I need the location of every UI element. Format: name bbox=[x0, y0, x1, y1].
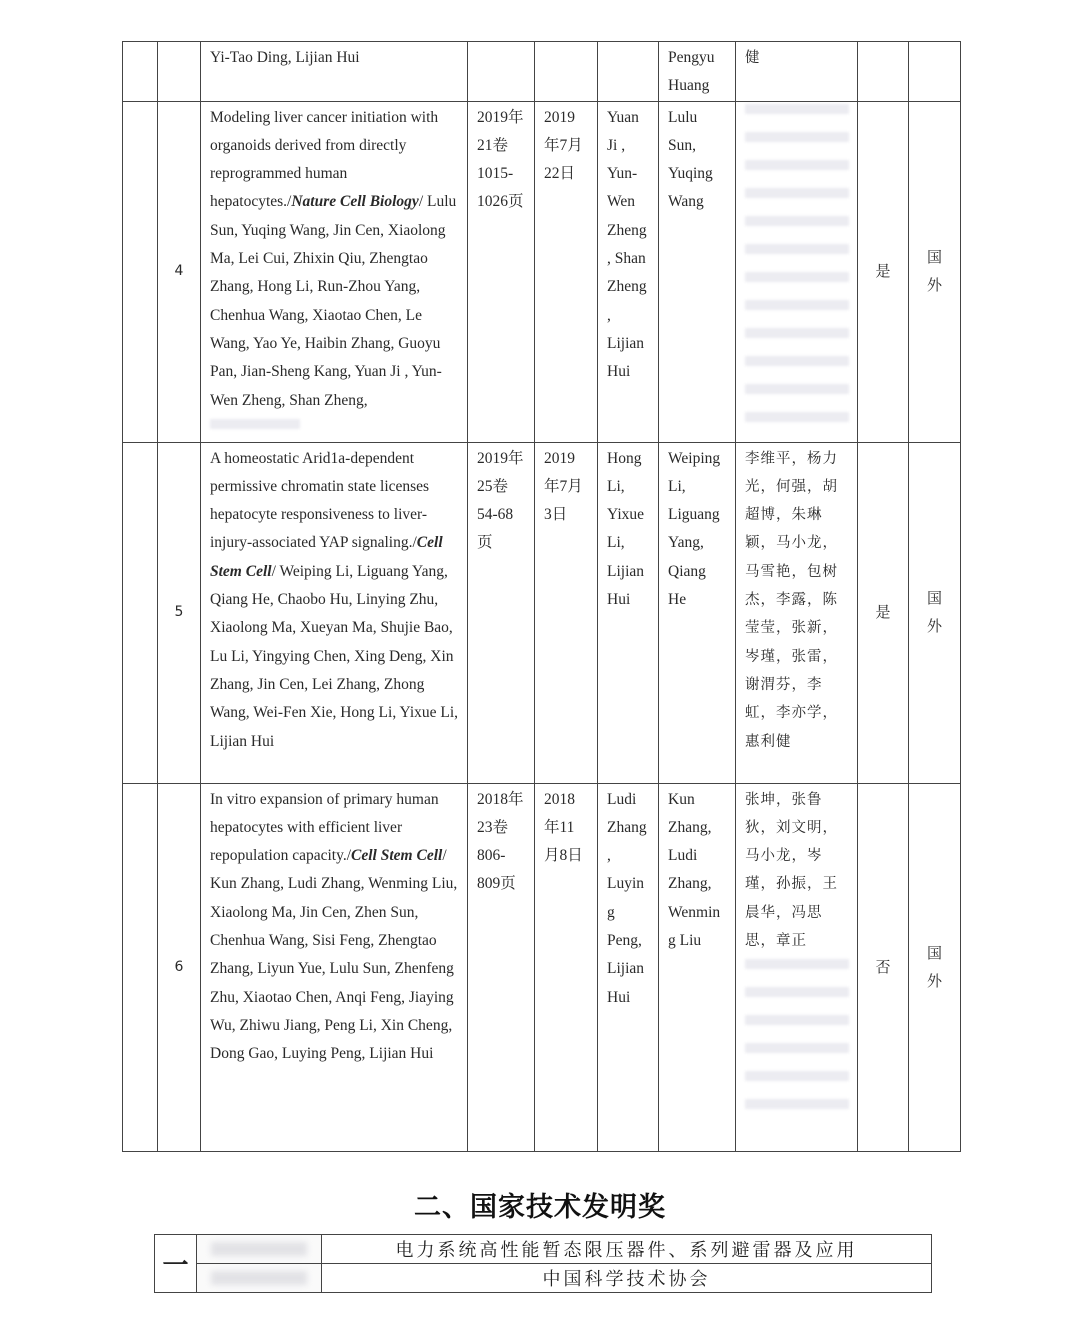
paper-title: Modeling liver cancer initiation with organoids derived from directly reprogrammed human hepatocytes./ bbox=[210, 108, 439, 211]
journal-name: Cell Stem Cell bbox=[351, 847, 443, 865]
volume-cell: 2019年21卷1015-1026页 bbox=[468, 101, 535, 442]
table-row bbox=[123, 42, 961, 102]
paper-authors: / Weiping Li, Liguang Yang, Qiang He, Chaobo Hu, Linying Zhu, Xiaolong Ma, Xueyan Ma, Shujie Bao, Lu Li, Yingying Chen, Xing Deng, Xin Zhang, Jin Cen, Lei Zhang, Zhong Wang, Wei-Fen Xie, Hong Li, Yixue Li, Lijian Hui bbox=[210, 562, 459, 750]
region-cell bbox=[909, 42, 961, 102]
award-project: 电力系统高性能暂态限压器件、系列避雷器及应用 bbox=[322, 1235, 932, 1264]
region-cell bbox=[909, 101, 961, 442]
volume-cell: 2019年25卷54-68页 bbox=[468, 442, 535, 783]
region-cell bbox=[909, 783, 961, 1151]
achievement-table bbox=[122, 41, 961, 1152]
redacted-text bbox=[211, 1271, 307, 1285]
corresponding-author-cell: Kun Zhang, Ludi Zhang, Wenming Liu bbox=[659, 783, 736, 1151]
volume-cell: 2018年23卷806-809页 bbox=[468, 783, 535, 1151]
other-authors-cell bbox=[736, 783, 858, 1151]
corresponding-author-cell: Lulu Sun, Yuqing Wang bbox=[659, 101, 736, 442]
region-text: 国外 bbox=[926, 943, 942, 990]
row-number bbox=[158, 42, 201, 102]
award-nominator: 中国科学技术协会 bbox=[322, 1264, 932, 1293]
journal-name: Cell Stem Cell bbox=[210, 534, 443, 580]
award-table bbox=[154, 1234, 932, 1293]
date-cell: 2018年11月8日 bbox=[535, 783, 598, 1151]
blank-cell bbox=[123, 42, 158, 102]
award-row bbox=[155, 1235, 932, 1264]
row-number: 6 bbox=[158, 783, 201, 1151]
blank-cell bbox=[123, 101, 158, 442]
first-author-cell: Yuan Ji , Yun-Wen Zheng, Shan Zheng, Lijian Hui bbox=[598, 101, 659, 442]
title-cell bbox=[201, 783, 468, 1151]
first-author-cell: Hong Li, Yixue Li, Lijian Hui bbox=[598, 442, 659, 783]
table-row bbox=[123, 442, 961, 783]
yes-no-cell bbox=[858, 42, 909, 102]
title-cell bbox=[201, 101, 468, 442]
yes-no-cell: 是 bbox=[858, 442, 909, 783]
first-author-cell: Ludi Zhang , Luying Peng, Lijian Hui bbox=[598, 783, 659, 1151]
blank-cell bbox=[123, 783, 158, 1151]
table-row bbox=[123, 783, 961, 1151]
row-number: 4 bbox=[158, 101, 201, 442]
paper-title: In vitro expansion of primary human hepatocytes with efficient liver repopulation capacity./ bbox=[210, 790, 439, 865]
journal-name: Nature Cell Biology bbox=[291, 193, 419, 211]
region-cell bbox=[909, 442, 961, 783]
award-row bbox=[155, 1264, 932, 1293]
first-author-cell bbox=[598, 42, 659, 102]
title-cell bbox=[201, 442, 468, 783]
paper-title: A homeostatic Arid1a-dependent permissive chromatin state licenses hepatocyte responsiveness to liver-injury-associated YAP signaling./ bbox=[210, 449, 430, 552]
paper-authors: / Lulu Sun, Yuqing Wang, Jin Cen, Xiaolong Ma, Lei Cui, Zhixin Qiu, Zhengtao Zhang, Hong Li, Run-Zhou Yang, Chenhua Wang, Xiaotao Chen, Le Wang, Yao Ye, Haibin Zhang, Guoyu Pan, Jian-Sheng Kang, Yuan Ji , Yun-Wen Zheng, Shan Zheng, bbox=[210, 193, 457, 409]
other-authors-cell: 健 bbox=[736, 42, 858, 102]
redacted-text bbox=[745, 104, 849, 434]
table-row bbox=[123, 101, 961, 442]
blank-cell bbox=[123, 442, 158, 783]
volume-cell bbox=[468, 42, 535, 102]
redacted-cell bbox=[197, 1264, 322, 1293]
date-cell: 2019年7月22日 bbox=[535, 101, 598, 442]
corresponding-author-cell: Pengyu Huang bbox=[659, 42, 736, 102]
region-text: 国外 bbox=[926, 248, 942, 295]
yes-no-cell: 是 bbox=[858, 101, 909, 442]
row-number: 5 bbox=[158, 442, 201, 783]
title-cell: Yi-Tao Ding, Lijian Hui bbox=[201, 42, 468, 102]
redacted-text bbox=[211, 1242, 307, 1256]
region-text: 国外 bbox=[926, 589, 942, 636]
section-heading: 二、国家技术发明奖 bbox=[414, 1192, 666, 1223]
redacted-text bbox=[745, 959, 849, 1109]
other-authors-text: 张坤，张鲁狄，刘文明，马小龙，岑瑾，孙振，王晨华，冯思思，章正 bbox=[745, 791, 838, 950]
award-rank: 一 bbox=[155, 1235, 197, 1293]
redacted-text bbox=[210, 419, 300, 437]
corresponding-author-cell: Weiping Li, Liguang Yang, Qiang He bbox=[659, 442, 736, 783]
other-authors-cell bbox=[736, 101, 858, 442]
paper-authors: / Kun Zhang, Ludi Zhang, Wenming Liu, Xiaolong Ma, Jin Cen, Zhen Sun, Chenhua Wang, Sisi Feng, Zhengtao Zhang, Liyun Yue, Lulu Sun, Zhenfeng Zhu, Xiaotao Chen, Anqi Feng, Jiaying Wu, Zhiwu Jiang, Peng Li, Xin Cheng, Dong Gao, Luying Peng, Lijian Hui bbox=[210, 847, 458, 1063]
redacted-cell bbox=[197, 1235, 322, 1264]
date-cell: 2019年7月3日 bbox=[535, 442, 598, 783]
yes-no-cell: 否 bbox=[858, 783, 909, 1151]
other-authors-cell: 李维平，杨力光，何强，胡超博，朱琳颖，马小龙，马雪艳，包树杰，李露，陈莹莹，张新，岑瑾，张雷，谢渭芬，李虹，李亦学，惠利健 bbox=[736, 442, 858, 783]
date-cell bbox=[535, 42, 598, 102]
